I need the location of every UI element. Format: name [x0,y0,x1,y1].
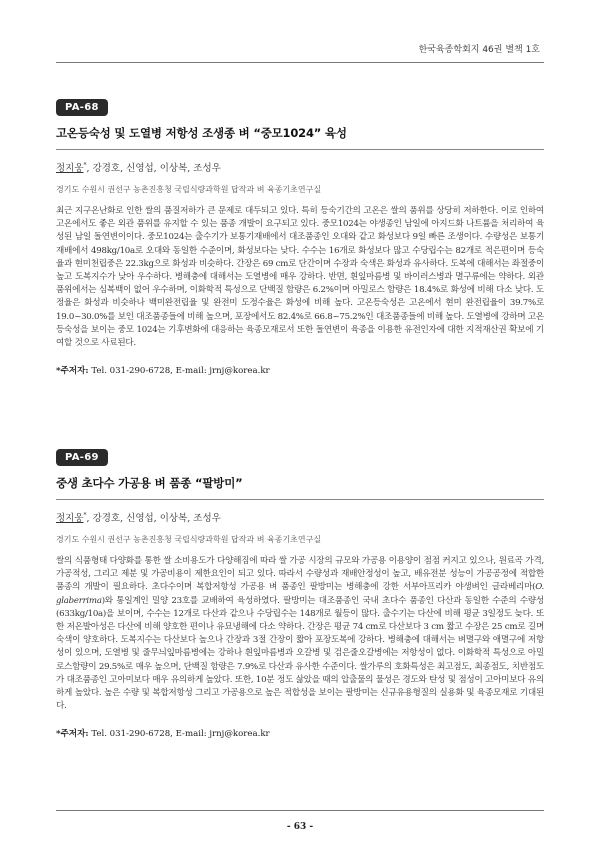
abstract-body [56,555,544,713]
contact-label: *주저자: [56,729,89,740]
title-divider [56,149,544,150]
abstract-code-badge: PA-68 [56,99,108,116]
contact-line [56,364,544,376]
contact-line [56,727,544,739]
corresponding-mark: * [83,511,87,519]
title-divider [56,499,544,500]
affiliation: 경기도 수원시 권선구 농촌진흥청 국립식량과학원 답작과 벼 육종기초연구실 [56,535,322,544]
corresponding-mark: * [83,161,87,169]
affiliation: 경기도 수원시 권선구 농촌진흥청 국립식량과학원 답작과 벼 육종기초연구실 [56,185,322,194]
abstract-title: 고온등숙성 및 도열병 저항성 조생종 벼 “중모1024” 육성 [56,126,347,140]
abstract-title: 중생 초다수 가공용 벼 품종 “팔방미” [56,476,243,490]
abstract-pa-68 [56,95,544,376]
abstract-pa-69 [56,445,544,739]
header-divider [56,62,544,63]
coauthors: , 강경호, 신영섭, 이상복, 조성우 [86,163,221,174]
journal-header: 한국육종학회지 46권 별책 1호 [418,45,540,55]
coauthors: , 강경호, 신영섭, 이상복, 조성우 [86,513,221,524]
first-author: 정지웅 [56,163,84,174]
body-text-part: )와 통일계인 밀양 23호를 교배하여 육성하였다. 팔방미는 대조품종인 국내 초다수 품종인 다산과 동일한 수준의 수량성 (633kg/10a)을 보이며, 수수는 12개로 다산과 같으나 수당립수는 148개로 월등이 많다. 출수기는 다산에 비해 평균 3일정도 늦다. 또한 저온발아성은 다산에 비해 양호한 편이나 유묘냉해에 다소 약하다. 간장은 평균 74 cm로 다산보다 3 cm 짧고 수장은 25 cm로 길며 숙색이 양호하다. 도복지수는 다산보다 높으나 간장과 3절 간장이 짧아 포장도복에 강하다. 병해충에 대해서는 벼멸구와 애멸구에 저항성이 있으며, 도열병 및 줄무늬잎마름병에는 강하나 흰잎마름병과 오갈병 및 검은줄오갈병에는 저항성이 없다. 이화학적 특성으로 아밀로스함량이 29.5%로 매우 높으며, 단백질 함량은 7.9%로 다산과 유사한 수준이다. 쌀가루의 호화특성은 최고점도, 최종점도, 치반점도가 대조품종인 고아미보다 매우 유의하게 높았다. 또한, 10분 정도 삶았을 때의 압출물의 물성은 경도와 탄성 및 점성이 고아미보다 유의하게 높았다. 높은 수량 및 복합저항성 그리고 가공용으로 높은 적합성을 보이는 팔방미는 신규유용형질의 실용화 및 육종모재로 기대된다. [56,595,544,712]
footer-divider [56,810,544,811]
contact-info: Tel. 031-290-6728, E-mail: jrnj@korea.kr [91,729,270,740]
first-author: 정지웅 [56,513,84,524]
contact-info: Tel. 031-290-6728, E-mail: jrnj@korea.kr [91,366,270,377]
page-number: - 63 - [286,822,314,832]
contact-label: *주저자: [56,366,89,377]
author-list [56,510,544,524]
abstract-body: 최근 지구온난화로 인한 쌀의 품질저하가 큰 문제로 대두되고 있다. 특히 등숙기간의 고온은 쌀의 품위를 상당히 저하한다. 이로 인하여 고온에서도 좋은 외관 품위를 유지할 수 있는 품종 개발이 요구되고 있다. 중모1024는 야생종인 남일에 아지드화 나트륨을 처리하여 육성된 남일 돌연변이이다. 중모1024는 출수기가 보통기재배에서 대조품종인 오대와 같고 화성보다 9일 빠른 조생이다. 수량성은 보통기재배에서 498kg/10a로 오대와 동일한 수준이며, 화성보다는 낮다. 수수는 16개로 화성보다 많고 수당립수는 82개로 적은편이며 등숙율과 현미천립중은 22.3kg으로 화성과 비슷하다. 간장은 69 cm로 단간이며 수장과 숙색은 화성과 유사하다. 도복에 대해서는 좌절중이 높고 도복지수가 낮아 우수하다. 병해충에 대해서는 도열병에 매우 강하다. 반면, 흰잎마름병 및 바이러스병과 멸구류에는 약하다. 외관 품위에서는 심복백이 없어 우수하며, 이화학적 특성으로 단백질 함량은 6.2%이며 아밀로스 함량은 18.4%로 화성에 비해 다소 낮다. 도정율은 화성과 비슷하나 백미완전립율 및 완전미 도정수율은 화성에 비해 높다. 고온등숙성은 고온에서 현미 완전립율이 39.7%로 19.0~30.0%를 보인 대조품종들에 비해 높으며, 포장에서도 82.4%로 66.8~75.2%인 대조품종들에 비해 높다. 도열병에 강하며 고온등숙성을 보이는 중모 1024는 기후변화에 대응하는 육종모재로서 또한 돌연변이 육종을 이용한 유전인자에 대한 지적재산권 확보에 기여할 것으로 사료된다. [56,206,544,349]
body-text-part: 쌀의 식품형태 다양화를 통한 쌀 소비용도가 다양해짐에 따라 쌀 가공 시장의 규모와 가공용 이용양이 점점 커지고 있으나, 원료곡 가격, 가공적성, 그리고 제분 및 가공비용이 제한요인이 되고 있다. 따라서 수량성과 재배안정성이 높고, 배유전분 성능이 가공공정에 적합한 품종의 개발이 필요하다. 초다수이며 복합저항성 가공용 벼 품종인 팔방미는 병해충에 강한 서부아프리카 야생벼인 글라베리마( [56,556,544,593]
species-name: O. glaberrima [56,582,544,606]
abstract-code-badge: PA-69 [56,449,108,466]
author-list [56,160,544,174]
